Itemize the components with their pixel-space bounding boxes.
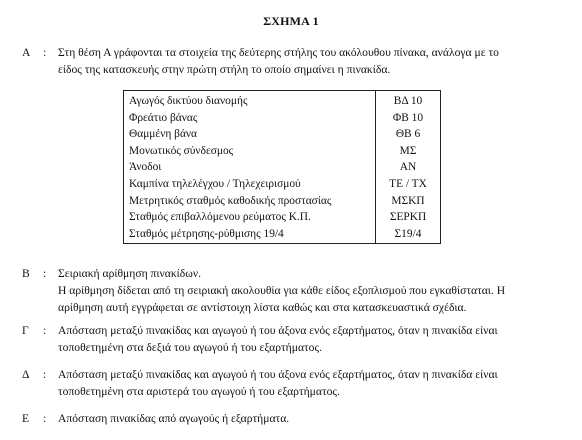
table-cell-code: ΜΣΚΠ — [376, 193, 441, 210]
table-row — [124, 143, 441, 160]
table-row — [124, 159, 441, 176]
section-g-text — [58, 322, 558, 356]
table-cell-code: ΜΣ — [376, 143, 441, 160]
table-cell-description: Σταθμός επιβαλλόμενου ρεύματος Κ.Π. — [129, 211, 311, 224]
table-cell-description: Σταθμός μέτρησης-ρύθμισης 19/4 — [129, 227, 284, 240]
section-b-line: Η αρίθμηση δίδεται από τη σειριακή ακολουθία για κάθε είδος εξοπλισμού που εγκαθίσταται. Η — [58, 284, 506, 297]
table-row — [124, 226, 441, 244]
table-cell-description: Αγωγός δικτύου διανομής — [129, 95, 248, 107]
section-a-line: είδος της κατασκευής στην πρώτη στήλη το οποίο σημαίνει η πινακίδα. — [58, 63, 391, 76]
section-d-letter: Δ — [22, 368, 30, 381]
document-title: ΣΧΗΜΑ 1 — [263, 14, 319, 28]
section-d-text — [58, 366, 558, 400]
table-row — [124, 176, 441, 193]
section-d-colon: : — [43, 368, 47, 381]
section-b-text — [58, 265, 558, 316]
section-d-line: Απόσταση μεταξύ πινακίδας και αγωγού ή του άξονα ενός εξαρτήματος, όταν η πινακίδα είναι — [58, 368, 498, 381]
section-d-line: τοποθετημένη στα αριστερά του αγωγού ή του εξαρτήματος. — [58, 385, 340, 398]
table-cell-code: ΦΒ 10 — [376, 110, 441, 127]
table-cell-code: ΒΔ 10 — [376, 91, 441, 110]
section-g-line: τοποθετημένη στα δεξιά του αγωγού ή του εξαρτήματος. — [58, 341, 322, 354]
section-e-colon: : — [43, 412, 47, 425]
section-b-colon: : — [43, 267, 47, 280]
table-cell-description: Μονωτικός σύνδεσμος — [129, 144, 234, 157]
table-row — [124, 110, 441, 127]
table-cell-code: ΤΕ / ΤΧ — [376, 176, 441, 193]
table-row — [124, 126, 441, 143]
section-a-line: Στη θέση Α γράφονται τα στοιχεία της δεύτερης στήλης του ακόλουθου πίνακα, ανάλογα με το — [58, 46, 499, 59]
section-a-colon: : — [43, 46, 47, 59]
sign-codes-table — [123, 90, 441, 244]
table-row — [124, 209, 441, 226]
table-cell-code: ΑΝ — [376, 159, 441, 176]
table-row — [124, 91, 441, 110]
table-row — [124, 193, 441, 210]
section-b-line: Σειριακή αρίθμηση πινακίδων. — [58, 267, 202, 280]
table-cell-description: Θαμμένη βάνα — [129, 128, 198, 141]
table-cell-description: Άνοδοι — [129, 161, 162, 174]
section-g-line: Απόσταση μεταξύ πινακίδας και αγωγού ή του άξονα ενός εξαρτήματος, όταν η πινακίδα είναι — [58, 324, 498, 337]
section-g-letter: Γ — [22, 324, 29, 337]
section-a-letter: Α — [22, 46, 31, 59]
section-b-line: αρίθμηση αυτή εγγράφεται σε αντίστοιχη λίστα καθώς και στα κατασκευαστικά σχέδια. — [58, 301, 467, 314]
section-g-colon: : — [43, 324, 47, 337]
section-e-letter: Ε — [22, 412, 30, 425]
section-e-line: Απόσταση πινακίδας από αγωγούς ή εξαρτήματα. — [58, 412, 290, 425]
table-cell-description: Φρεάτιο βάνας — [129, 111, 198, 124]
section-b-letter: Β — [22, 267, 30, 280]
section-a-text — [58, 44, 558, 78]
table-cell-code: ΘΒ 6 — [376, 126, 441, 143]
section-e-text — [58, 410, 558, 427]
table-cell-code: Σ19/4 — [376, 226, 441, 244]
table-cell-code: ΣΕΡΚΠ — [376, 209, 441, 226]
table-cell-description: Μετρητικός σταθμός καθοδικής προστασίας — [129, 194, 332, 207]
table-cell-description: Καμπίνα τηλελέγχου / Τηλεχειρισμού — [129, 177, 301, 190]
